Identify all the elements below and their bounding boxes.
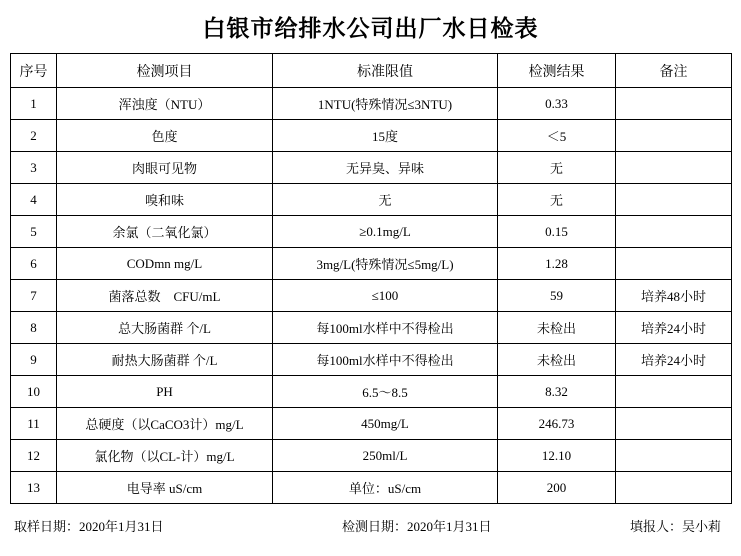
- cell-note: 培养24小时: [616, 312, 732, 344]
- table-row: [11, 184, 732, 216]
- cell-result: 59: [498, 280, 616, 312]
- cell-limit: 1NTU(特殊情况≤3NTU): [273, 88, 498, 120]
- cell-result: 0.15: [498, 216, 616, 248]
- cell-no: 9: [11, 344, 57, 376]
- table-row: [11, 248, 732, 280]
- cell-note: [616, 216, 732, 248]
- cell-item: 余氯（二氧化氯）: [57, 216, 273, 248]
- cell-item: 色度: [57, 120, 273, 152]
- cell-result: 未检出: [498, 344, 616, 376]
- header-cell-result: 检测结果: [498, 54, 616, 88]
- cell-note: 培养24小时: [616, 344, 732, 376]
- cell-note: [616, 248, 732, 280]
- table-row: [11, 408, 732, 440]
- cell-item: 氯化物（以CL-计）mg/L: [57, 440, 273, 472]
- table-row: [11, 312, 732, 344]
- cell-note: 培养48小时: [616, 280, 732, 312]
- cell-item: 浑浊度（NTU）: [57, 88, 273, 120]
- cell-note: [616, 472, 732, 504]
- table-row: [11, 152, 732, 184]
- table-row: [11, 344, 732, 376]
- cell-no: 12: [11, 440, 57, 472]
- cell-result: ＜5: [498, 120, 616, 152]
- table-row: [11, 280, 732, 312]
- cell-item: PH: [57, 376, 273, 408]
- cell-limit: 3mg/L(特殊情况≤5mg/L): [273, 248, 498, 280]
- table-row: [11, 216, 732, 248]
- cell-result: 1.28: [498, 248, 616, 280]
- table-row: [11, 440, 732, 472]
- cell-item: 肉眼可见物: [57, 152, 273, 184]
- cell-limit: 单位：uS/cm: [273, 472, 498, 504]
- header-cell-no: 序号: [11, 54, 57, 88]
- cell-no: 6: [11, 248, 57, 280]
- cell-note: [616, 440, 732, 472]
- cell-note: [616, 408, 732, 440]
- table-row: [11, 472, 732, 504]
- table-row: [11, 88, 732, 120]
- report-footer: [10, 516, 731, 535]
- cell-note: [616, 88, 732, 120]
- cell-item: 菌落总数 CFU/mL: [57, 280, 273, 312]
- cell-limit: 6.5～8.5: [273, 376, 498, 408]
- cell-limit: 无异臭、异味: [273, 152, 498, 184]
- cell-note: [616, 120, 732, 152]
- cell-no: 4: [11, 184, 57, 216]
- cell-no: 13: [11, 472, 57, 504]
- test-date: 检测日期：2020年1月31日: [341, 519, 492, 534]
- cell-result: 0.33: [498, 88, 616, 120]
- cell-result: 12.10: [498, 440, 616, 472]
- cell-note: [616, 376, 732, 408]
- cell-limit: 无: [273, 184, 498, 216]
- cell-result: 246.73: [498, 408, 616, 440]
- cell-note: [616, 184, 732, 216]
- table-row: [11, 376, 732, 408]
- cell-limit: 每100ml水样中不得检出: [273, 312, 498, 344]
- cell-no: 8: [11, 312, 57, 344]
- cell-item: 总大肠菌群 个/L: [57, 312, 273, 344]
- reporter: 填报人：吴小莉: [629, 519, 721, 534]
- header-cell-item: 检测项目: [57, 54, 273, 88]
- page-title: 白银市给排水公司出厂水日检表: [202, 16, 539, 41]
- cell-no: 5: [11, 216, 57, 248]
- cell-no: 7: [11, 280, 57, 312]
- cell-item: 嗅和味: [57, 184, 273, 216]
- cell-limit: 250ml/L: [273, 440, 498, 472]
- cell-item: 耐热大肠菌群 个/L: [57, 344, 273, 376]
- table-header-row: [11, 54, 732, 88]
- cell-item: 电导率 uS/cm: [57, 472, 273, 504]
- cell-result: 200: [498, 472, 616, 504]
- cell-limit: 每100ml水样中不得检出: [273, 344, 498, 376]
- cell-limit: 450mg/L: [273, 408, 498, 440]
- cell-result: 未检出: [498, 312, 616, 344]
- cell-limit: ≤100: [273, 280, 498, 312]
- cell-limit: ≥0.1mg/L: [273, 216, 498, 248]
- table-row: [11, 120, 732, 152]
- cell-limit: 15度: [273, 120, 498, 152]
- sampling-date: 取样日期：2020年1月31日: [14, 519, 164, 534]
- cell-note: [616, 152, 732, 184]
- cell-no: 3: [11, 152, 57, 184]
- cell-result: 8.32: [498, 376, 616, 408]
- cell-item: CODmn mg/L: [57, 248, 273, 280]
- cell-no: 10: [11, 376, 57, 408]
- cell-result: 无: [498, 184, 616, 216]
- cell-no: 1: [11, 88, 57, 120]
- cell-item: 总硬度（以CaCO3计）mg/L: [57, 408, 273, 440]
- cell-no: 11: [11, 408, 57, 440]
- cell-no: 2: [11, 120, 57, 152]
- cell-result: 无: [498, 152, 616, 184]
- water-quality-table: [10, 53, 732, 504]
- header-cell-note: 备注: [616, 54, 732, 88]
- header-cell-limit: 标准限值: [273, 54, 498, 88]
